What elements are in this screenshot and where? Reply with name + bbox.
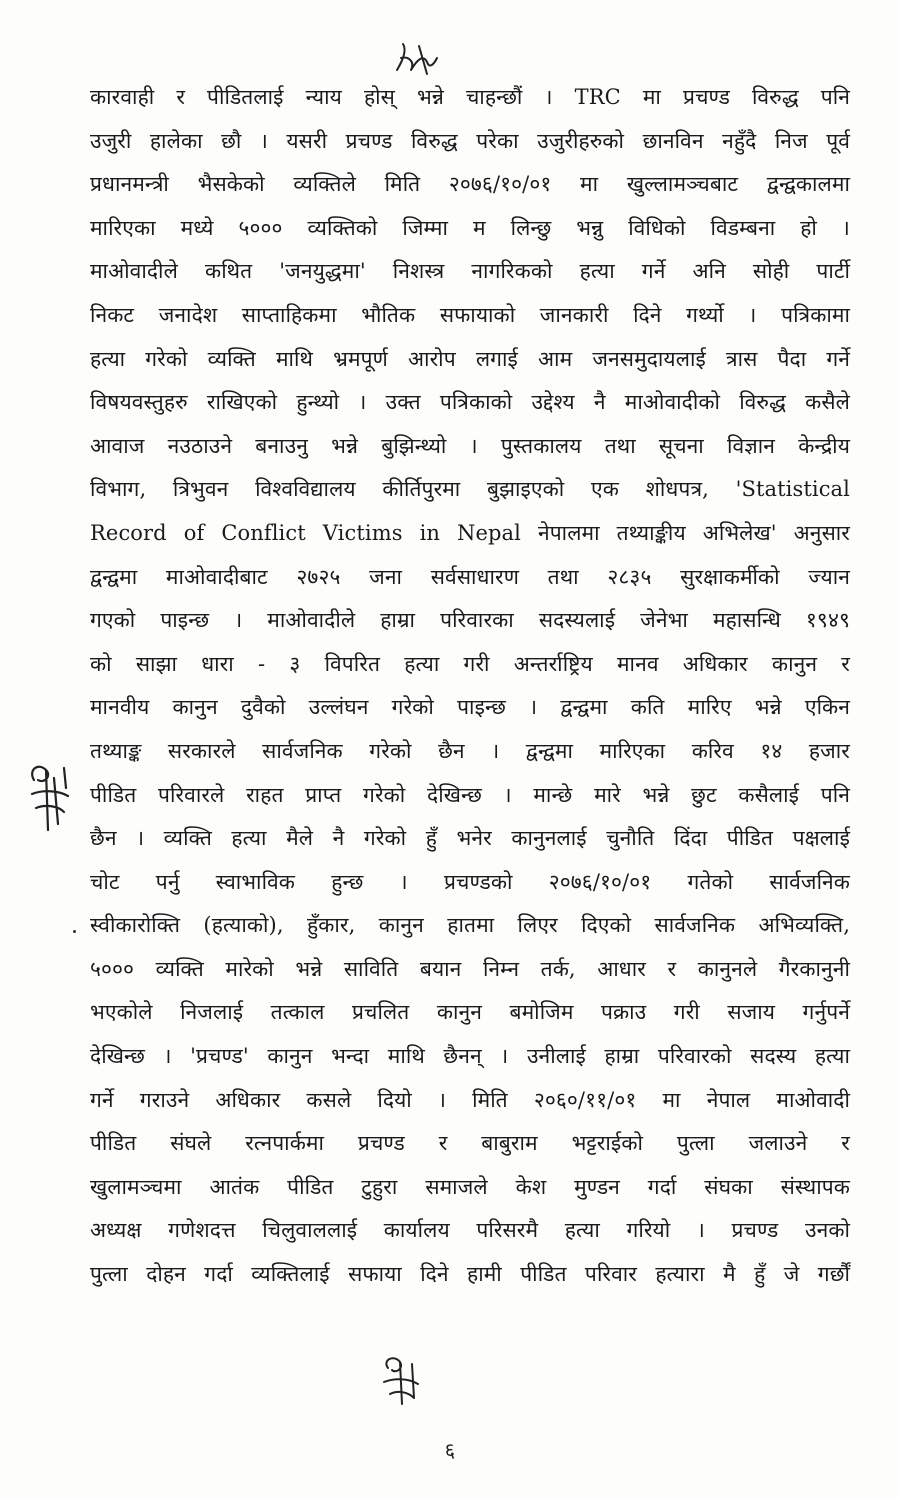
text-line: ५००० व्यक्ति मारेको भन्ने साविति बयान निम्न तर्क, आधार र कानुनले गैरकानुनी [90,956,850,981]
margin-dot [73,930,76,933]
text-line: कारवाही र पीडितलाई न्याय होस् भन्ने चाहन्छौं । TRC मा प्रचण्ड विरुद्ध पनि [90,85,850,109]
text-line: द्वन्द्वमा माओवादीबाट २७२५ जना सर्वसाधारण तथा २८३५ सुरक्षाकर्मीको ज्यान [90,564,850,589]
text-line: खुलामञ्चमा आतंक पीडित टुहुरा समाजले केश मुण्डन गर्दा संघका संस्थापक [90,1174,850,1199]
text-line: आवाज नउठाउने बनाउनु भन्ने बुझिन्थ्यो । पुस्तकालय तथा सूचना विज्ञान केन्द्रीय [90,433,850,458]
text-line: प्रधानमन्त्री भैसकेको व्यक्तिले मिति २०७६/१०/०१ मा खुल्लामञ्चबाट द्वन्द्वकालमा [90,172,850,197]
text-line: मारिएका मध्ये ५००० व्यक्तिको जिम्मा म लिन्छु भन्नु विधिको विडम्बना हो । [90,215,850,240]
body-text [90,76,850,1297]
text-line: निकट जनादेश साप्ताहिकमा भौतिक सफायाको जानकारी दिने गर्थ्यो । पत्रिकामा [90,302,850,327]
text-line: हत्या गरेको व्यक्ति माथि भ्रमपूर्ण आरोप लगाई आम जनसमुदायलाई त्रास पैदा गर्ने [90,346,850,371]
text-line: विभाग, त्रिभुवन विश्वविद्यालय कीर्तिपुरमा बुझाइएको एक शोधपत्र, 'Statistical [90,477,850,502]
text-line: चोट पर्नु स्वाभाविक हुन्छ । प्रचण्डको २०७६/१०/०१ गतेको सार्वजनिक [90,869,850,894]
text-line: गर्ने गराउने अधिकार कसले दियो । मिति २०६०/११/०१ मा नेपाल माओवादी [90,1087,850,1112]
text-line: मानवीय कानुन दुवैको उल्लंघन गरेको पाइन्छ । द्वन्द्वमा कति मारिए भन्ने एकिन [90,695,850,720]
text-line: उजुरी हालेका छौ । यसरी प्रचण्ड विरुद्ध परेका उजुरीहरुको छानविन नहुँदै निज पूर्व [90,128,850,153]
text-line: देखिन्छ । 'प्रचण्ड' कानुन भन्दा माथि छैनन् । उनीलाई हाम्रा परिवारको सदस्य हत्या [90,1044,850,1069]
text-line: गएको पाइन्छ । माओवादीले हाम्रा परिवारका सदस्यलाई जेनेभा महासन्धि १९४९ [90,608,850,633]
text-line: पुत्ला दोहन गर्दा व्यक्तिलाई सफाया दिने हामी पीडित परिवार हत्यारा मै हुँ जे गर्छौं [90,1262,850,1287]
text-line: छैन । व्यक्ति हत्या मैले नै गरेको हुँ भनेर कानुनलाई चुनौति दिंदा पीडित पक्षलाई [90,826,850,851]
top-signature-icon [393,40,445,80]
text-line: पीडित संघले रत्नपार्कमा प्रचण्ड र बाबुराम भट्टराईको पुत्ला जलाउने र [90,1131,850,1156]
text-line: विषयवस्तुहरु राखिएको हुन्थ्यो । उक्त पत्रिकाको उद्देश्य नै माओवादीको विरुद्ध कसैले [90,390,850,415]
text-line: माओवादीले कथित 'जनयुद्धमा' निशस्त्र नागरिकको हत्या गर्ने अनि सोही पार्टी [90,259,850,284]
text-line: तथ्याङ्क सरकारले सार्वजनिक गरेको छैन । द्वन्द्वमा मारिएका करिव १४ हजार [90,738,850,763]
text-line: अध्यक्ष गणेशदत्त चिलुवाललाई कार्यालय परिसरमै हत्या गरियो । प्रचण्ड उनको [90,1218,850,1243]
text-line: स्वीकारोक्ति (हत्याको), हुँकार, कानुन हातमा लिएर दिएको सार्वजनिक अभिव्यक्ति, [90,913,850,938]
page-number: ६ [444,1438,456,1462]
bottom-signature-icon [378,1354,424,1410]
text-line: Record of Conflict Victims in Nepal नेपालमा तथ्याङ्कीय अभिलेख' अनुसार [90,520,850,545]
text-line: को साझा धारा - ३ विपरित हत्या गरी अन्तर्राष्ट्रिय मानव अधिकार कानुन र [90,651,850,676]
left-signature-icon [24,760,76,840]
text-line: पीडित परिवारले राहत प्राप्त गरेको देखिन्छ । मान्छे मारे भन्ने छुट कसैलाई पनि [90,782,851,807]
text-line: भएकोले निजलाई तत्काल प्रचलित कानुन बमोजिम पक्राउ गरी सजाय गर्नुपर्ने [90,1000,850,1025]
